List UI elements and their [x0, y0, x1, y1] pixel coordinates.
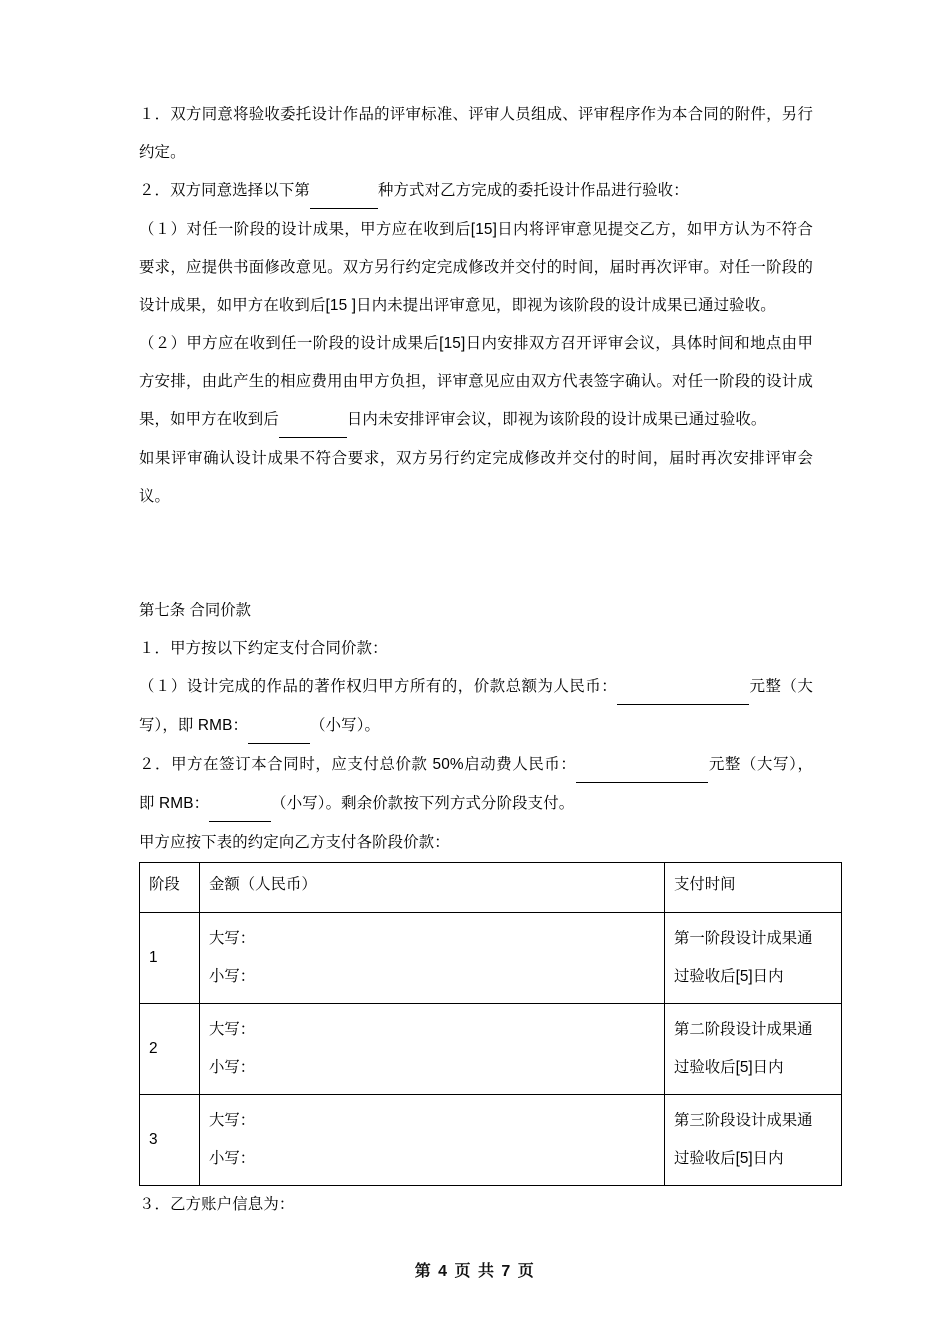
text-run: 甲方应按下表的约定向乙方支付各阶段价款：: [139, 834, 450, 851]
table-cell-amount[interactable]: [200, 1004, 665, 1095]
table-cell-stage: 2: [140, 1004, 200, 1095]
paragraph-clause-6-review-remedy: [139, 440, 813, 516]
text-run: 种方式对乙方完成的委托设计作品进行验收：: [377, 182, 689, 199]
table-cell-amount[interactable]: [200, 913, 665, 1004]
page-footer: 第 4 页 共 7 页: [414, 1263, 536, 1280]
table-header-stage: 阶段: [140, 863, 200, 913]
table-cell-time: [665, 1004, 842, 1095]
page-content: [139, 96, 813, 1224]
table-header-amount: 金额（人民币）: [200, 863, 665, 913]
paragraph-clause-6-item-2-sub-2: [139, 325, 813, 440]
text-run: （２）甲方应在收到任一阶段的设计成果后[15]日内安排双方召开评审会议，具体时间和地点由甲方安排，由此产生的相应费用由甲方负担，评审意见应由双方代表签字确认。对任一阶段的设计成果，如甲方在收到后: [139, 335, 813, 428]
text-run: （１）设计完成的作品的著作权归甲方所有的，价款总额为人民币：: [139, 678, 618, 695]
table-row: [140, 1004, 842, 1095]
table-cell-time: [665, 913, 842, 1004]
text-run: １．双方同意将验收委托设计作品的评审标准、评审人员组成、评审程序作为本合同的附件，另行约定。: [139, 106, 813, 161]
time-line-1: 第三阶段设计成果通: [674, 1112, 813, 1129]
fill-in-blank[interactable]: [310, 170, 378, 209]
table-cell-stage: 3: [140, 1095, 200, 1186]
text-run: 如果评审确认设计成果不符合要求，双方另行约定完成修改并交付的时间，届时再次安排评审会议。: [139, 450, 813, 505]
table-row: [140, 1095, 842, 1186]
amount-lower-label: 小写：: [209, 1059, 256, 1076]
table-row: [140, 913, 842, 1004]
time-line-2: 过验收后[5]日内: [674, 1150, 784, 1167]
payment-schedule-table: [139, 862, 842, 1186]
paragraph-clause-7-item-1: [139, 630, 813, 668]
amount-lower-label: 小写：: [209, 968, 256, 985]
fill-in-blank[interactable]: [279, 399, 347, 438]
fill-in-blank[interactable]: [617, 666, 749, 705]
fill-in-blank[interactable]: [209, 783, 271, 822]
table-cell-stage: 1: [140, 913, 200, 1004]
table-cell-time: [665, 1095, 842, 1186]
paragraph-payment-table-intro: [139, 824, 813, 862]
text-run: ２．双方同意选择以下第: [139, 182, 310, 199]
text-run: （１）对任一阶段的设计成果，甲方应在收到后[15]日内将评审意见提交乙方，如甲方认为不符合要求，应提供书面修改意见。双方另行约定完成修改并交付的时间，届时再次评审。对任一阶段的设计成果，如甲方在收到后[15 ]日内未提出评审意见，即视为该阶段的设计成果已通过验收。: [139, 221, 813, 314]
time-line-2: 过验收后[5]日内: [674, 1059, 784, 1076]
section-heading-clause-7: 第七条 合同价款: [139, 602, 252, 619]
time-line-1: 第一阶段设计成果通: [674, 930, 813, 947]
section-spacer: [139, 516, 813, 554]
time-line-1: 第二阶段设计成果通: [674, 1021, 813, 1038]
amount-upper-label: 大写：: [209, 1021, 256, 1038]
table-cell-amount[interactable]: [200, 1095, 665, 1186]
amount-upper-label: 大写：: [209, 930, 256, 947]
table-header-row: [140, 863, 842, 913]
paragraph-clause-6-item-2-sub-1: [139, 211, 813, 325]
text-run: １．甲方按以下约定支付合同价款：: [139, 640, 388, 657]
text-run: 元整（大写）， 即 RMB：: [139, 756, 813, 812]
paragraph-clause-6-item-2: [139, 172, 813, 211]
fill-in-blank[interactable]: [576, 744, 708, 783]
table-header-time: 支付时间: [665, 863, 842, 913]
text-run: ２．甲方在签订本合同时，应支付总价款 50%启动费人民币：: [139, 756, 577, 773]
section-spacer-2: [139, 554, 813, 592]
paragraph-clause-7-item-1-sub-1: [139, 668, 813, 746]
paragraph-clause-6-item-1: [139, 96, 813, 172]
amount-lower-label: 小写：: [209, 1150, 256, 1167]
text-run: （小写）。剩余价款按下列方式分阶段支付。: [271, 795, 575, 812]
time-line-2: 过验收后[5]日内: [674, 968, 784, 985]
text-run: 元整（大写），即 RMB：: [139, 678, 813, 734]
text-run: （小写）。: [310, 717, 381, 734]
paragraph-clause-7-item-2: [139, 746, 813, 824]
paragraph-after-table: ３．乙方账户信息为：: [139, 1196, 295, 1213]
fill-in-blank[interactable]: [248, 705, 310, 744]
text-run: 日内未安排评审会议，即视为该阶段的设计成果已通过验收。: [346, 411, 767, 428]
amount-upper-label: 大写：: [209, 1112, 256, 1129]
